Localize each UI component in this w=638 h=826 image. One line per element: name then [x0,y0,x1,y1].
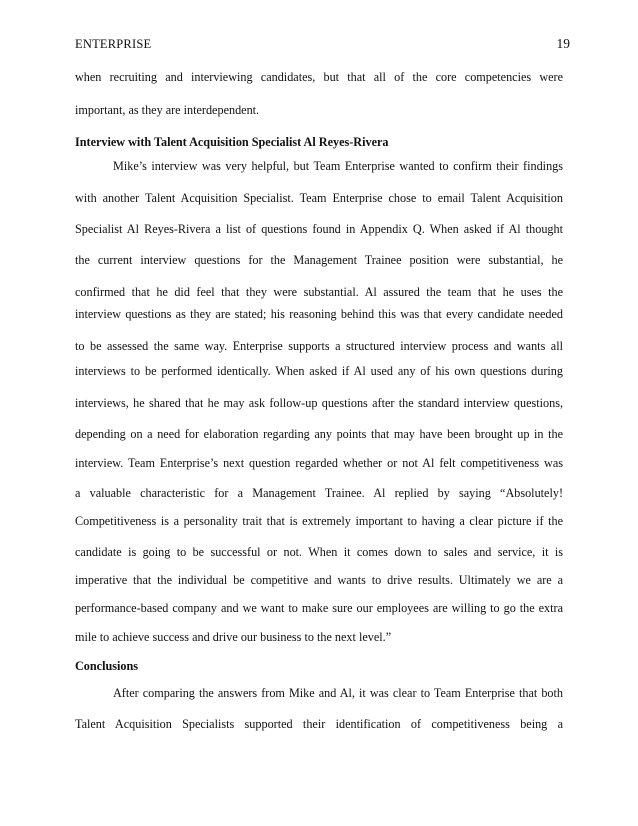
page-number: 19 [556,36,570,51]
body-line: Specialist Al Reyes-Rivera a list of questions found in Appendix Q. When asked if Al thought [75,222,563,236]
body-line: the current interview questions for the Management Trainee position were substantial, he [75,253,563,267]
body-line: a valuable characteristic for a Management Trainee. Al replied by saying “Absolutely! [75,486,563,500]
body-line: Mike’s interview was very helpful, but Team Enterprise wanted to confirm their findings [113,159,563,173]
body-line: important, as they are interdependent. [75,103,260,117]
body-line: After comparing the answers from Mike and Al, it was clear to Team Enterprise that both [113,686,563,700]
body-line: depending on a need for elaboration regarding any points that may have been brought up in the [75,427,563,441]
body-line: interview questions as they are stated; his reasoning behind this was that every candidate needed [75,307,563,321]
body-line: with another Talent Acquisition Specialist. Team Enterprise chose to email Talent Acquisition [75,191,563,205]
body-line: performance-based company and we want to make sure our employees are willing to go the extra [75,601,563,615]
body-line: when recruiting and interviewing candidates, but that all of the core competencies were [75,70,563,84]
section-heading: Interview with Talent Acquisition Specialist Al Reyes-Rivera [75,135,389,149]
section-heading: Conclusions [75,659,138,673]
body-line: to be assessed the same way. Enterprise supports a structured interview process and wants all [75,339,563,353]
body-line: confirmed that he did feel that they were substantial. Al assured the team that he uses the [75,285,563,299]
body-line: interview. Team Enterprise’s next question regarded whether or not Al felt competitiveness was [75,456,563,470]
body-line: interviews to be performed identically. When asked if Al used any of his own questions during [75,364,563,378]
body-line: Talent Acquisition Specialists supported their identification of competitiveness being a [75,717,563,731]
body-line: mile to achieve success and drive our business to the next level.” [75,630,392,644]
body-line: interviews, he shared that he may ask follow-up questions after the standard interview questions, [75,396,563,410]
body-line: Competitiveness is a personality trait that is extremely important to having a clear picture if the [75,514,563,528]
body-line: imperative that the individual be competitive and wants to drive results. Ultimately we are a [75,573,563,587]
body-line: candidate is going to be successful or not. When it comes down to sales and service, it is [75,545,563,559]
running-head: ENTERPRISE [75,37,152,51]
